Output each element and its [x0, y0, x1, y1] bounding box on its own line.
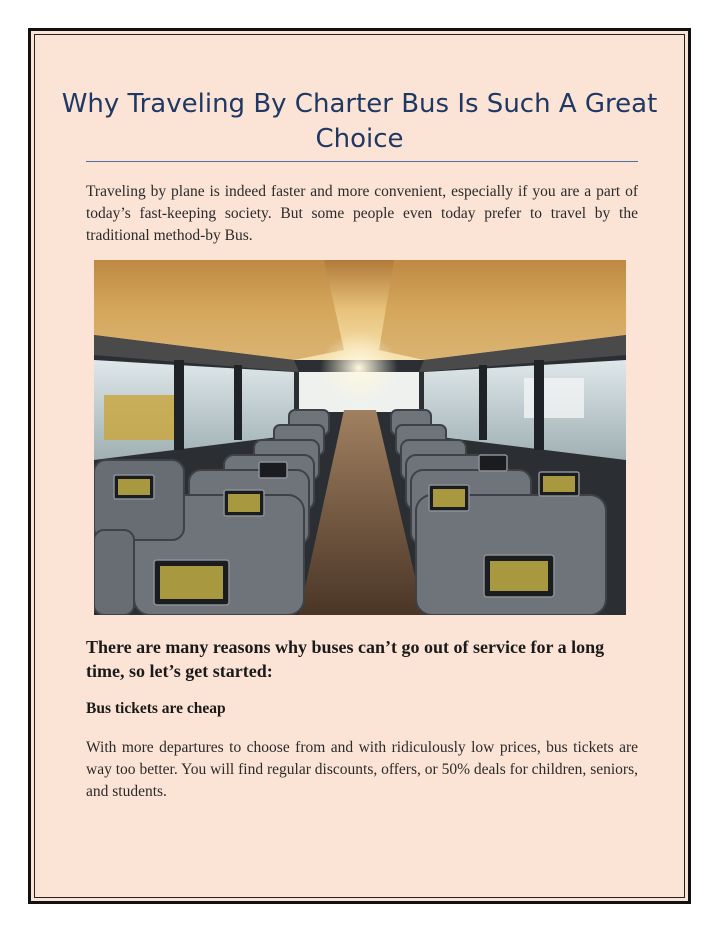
title-divider: [86, 161, 638, 162]
page-title: Why Traveling By Charter Bus Is Such A Great Choice: [61, 89, 658, 154]
intro-paragraph: Traveling by plane is indeed faster and more convenient, especially if you are a part of today’s fast-keeping society. But some people even today prefer to travel by the traditional method-by Bus.: [86, 183, 638, 244]
subsection-heading: Bus tickets are cheap: [86, 700, 226, 717]
body-paragraph: With more departures to choose from and with ridiculously low prices, bus tickets are way too better. You will find regular discounts, offers, or 50% deals for children, seniors, and students.: [86, 739, 638, 800]
section-heading: There are many reasons why buses can’t go out of service for a long time, so let’s get started:: [86, 637, 605, 681]
bus-interior-photo: [94, 260, 626, 615]
page-frame: [28, 28, 691, 904]
